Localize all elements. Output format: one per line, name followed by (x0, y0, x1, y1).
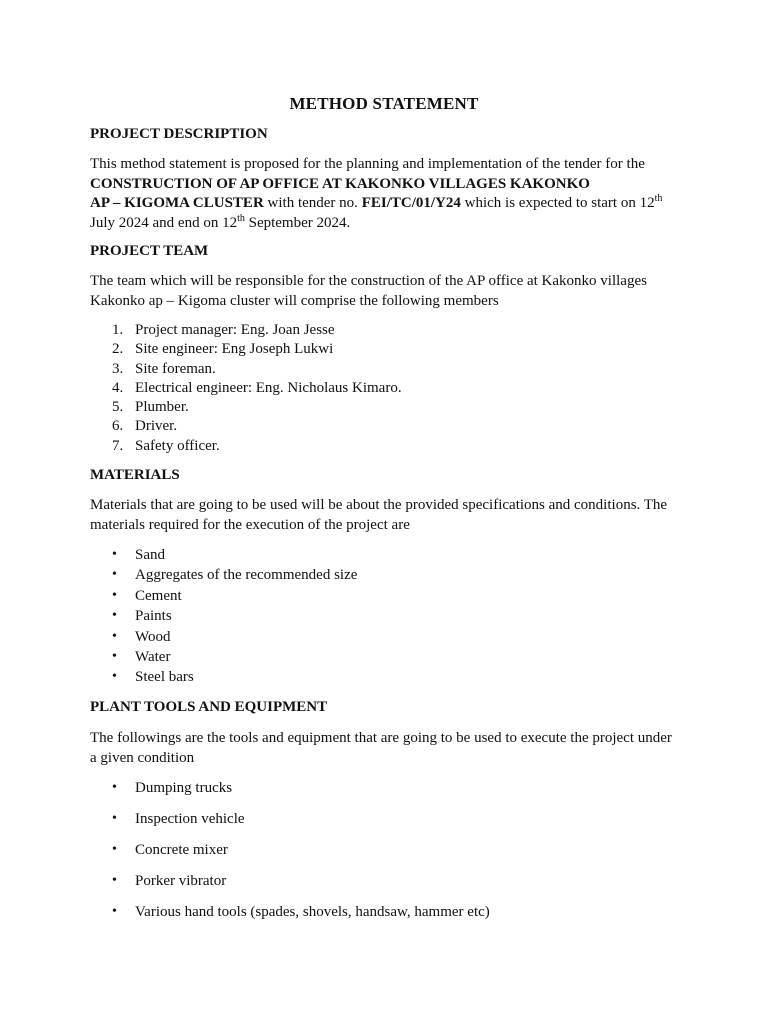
list-item (90, 379, 402, 398)
materials-list (90, 545, 357, 688)
project-description-paragraph (90, 155, 690, 233)
desc-text: July 2024 and end on 12 (90, 214, 238, 231)
list-number: 3. (112, 360, 124, 377)
list-item: • Sand (90, 545, 357, 565)
list-item-text: Electrical engineer: Eng. Nicholaus Kimaro. (135, 379, 402, 396)
desc-text: with tender no. (263, 195, 362, 211)
ordinal-suffix: th (654, 193, 663, 204)
plant-tools-list (90, 778, 490, 933)
list-item: • Wood (90, 627, 357, 647)
list-item: • Dumping trucks (90, 778, 490, 809)
desc-bold-project-name: CONSTRUCTION OF AP OFFICE AT KAKONKO VILLAGES KAKONKO (90, 175, 590, 192)
ordinal-suffix: th (237, 212, 245, 224)
team-intro-line-2: Kakonko ap – Kigoma cluster will comprise the following members (90, 292, 499, 309)
materials-intro-line-2: materials required for the execution of the project are (90, 516, 410, 533)
list-item: • Inspection vehicle (90, 809, 490, 840)
list-item-text: Plumber. (135, 399, 189, 416)
team-members-list (90, 321, 402, 456)
list-number: 6. (112, 418, 124, 435)
list-item: • Aggregates of the recommended size (90, 565, 357, 585)
list-number: 1. (112, 322, 124, 338)
desc-text: which is expected to start on 12 (460, 195, 655, 211)
materials-intro (90, 496, 690, 535)
list-item: • Porker vibrator (90, 871, 490, 902)
plant-intro-line-2: a given condition (90, 749, 195, 766)
heading-materials: MATERIALS (90, 467, 180, 483)
list-item-text: Site engineer: Eng Joseph Lukwi (135, 341, 334, 358)
list-item-text: Site foreman. (135, 360, 216, 377)
plant-intro-line-1: The followings are the tools and equipment that are going to be used to execute the project under (90, 730, 672, 746)
list-item: • Water (90, 647, 357, 667)
heading-plant-tools: PLANT TOOLS AND EQUIPMENT (90, 699, 328, 715)
list-item (90, 340, 402, 359)
list-number: 5. (112, 399, 124, 416)
list-item (90, 321, 402, 340)
list-item: • Paints (90, 606, 357, 626)
team-intro-line-1: The team which will be responsible for the construction of the AP office at Kakonko villages (90, 273, 647, 289)
desc-bold-cluster: AP – KIGOMA CLUSTER (90, 195, 264, 211)
project-team-intro (90, 272, 690, 311)
desc-text: September 2024. (244, 214, 351, 231)
list-item-text: Safety officer. (135, 437, 220, 454)
list-item (90, 437, 402, 456)
list-number: 4. (112, 379, 124, 396)
list-item (90, 417, 402, 436)
document-title: METHOD STATEMENT (289, 94, 479, 113)
materials-intro-line-1: Materials that are going to be used will be about the provided specifications and conditions. The (90, 497, 668, 513)
list-item: • Cement (90, 586, 357, 606)
tender-number: FEI/TC/01/Y24 (361, 195, 461, 211)
list-number: 7. (112, 437, 124, 454)
list-item-text: Project manager: Eng. Joan Jesse (135, 322, 335, 338)
list-item: • Various hand tools (spades, shovels, handsaw, hammer etc) (90, 902, 490, 933)
heading-project-team: PROJECT TEAM (90, 243, 209, 259)
list-item (90, 398, 402, 417)
list-item: • Steel bars (90, 667, 357, 687)
list-item: • Concrete mixer (90, 840, 490, 871)
plant-intro (90, 729, 690, 768)
heading-project-description: PROJECT DESCRIPTION (90, 126, 268, 142)
list-number: 2. (112, 341, 124, 358)
list-item-text: Driver. (135, 418, 178, 435)
list-item (90, 360, 402, 379)
desc-line-1: This method statement is proposed for the planning and implementation of the tender for the (90, 156, 645, 172)
